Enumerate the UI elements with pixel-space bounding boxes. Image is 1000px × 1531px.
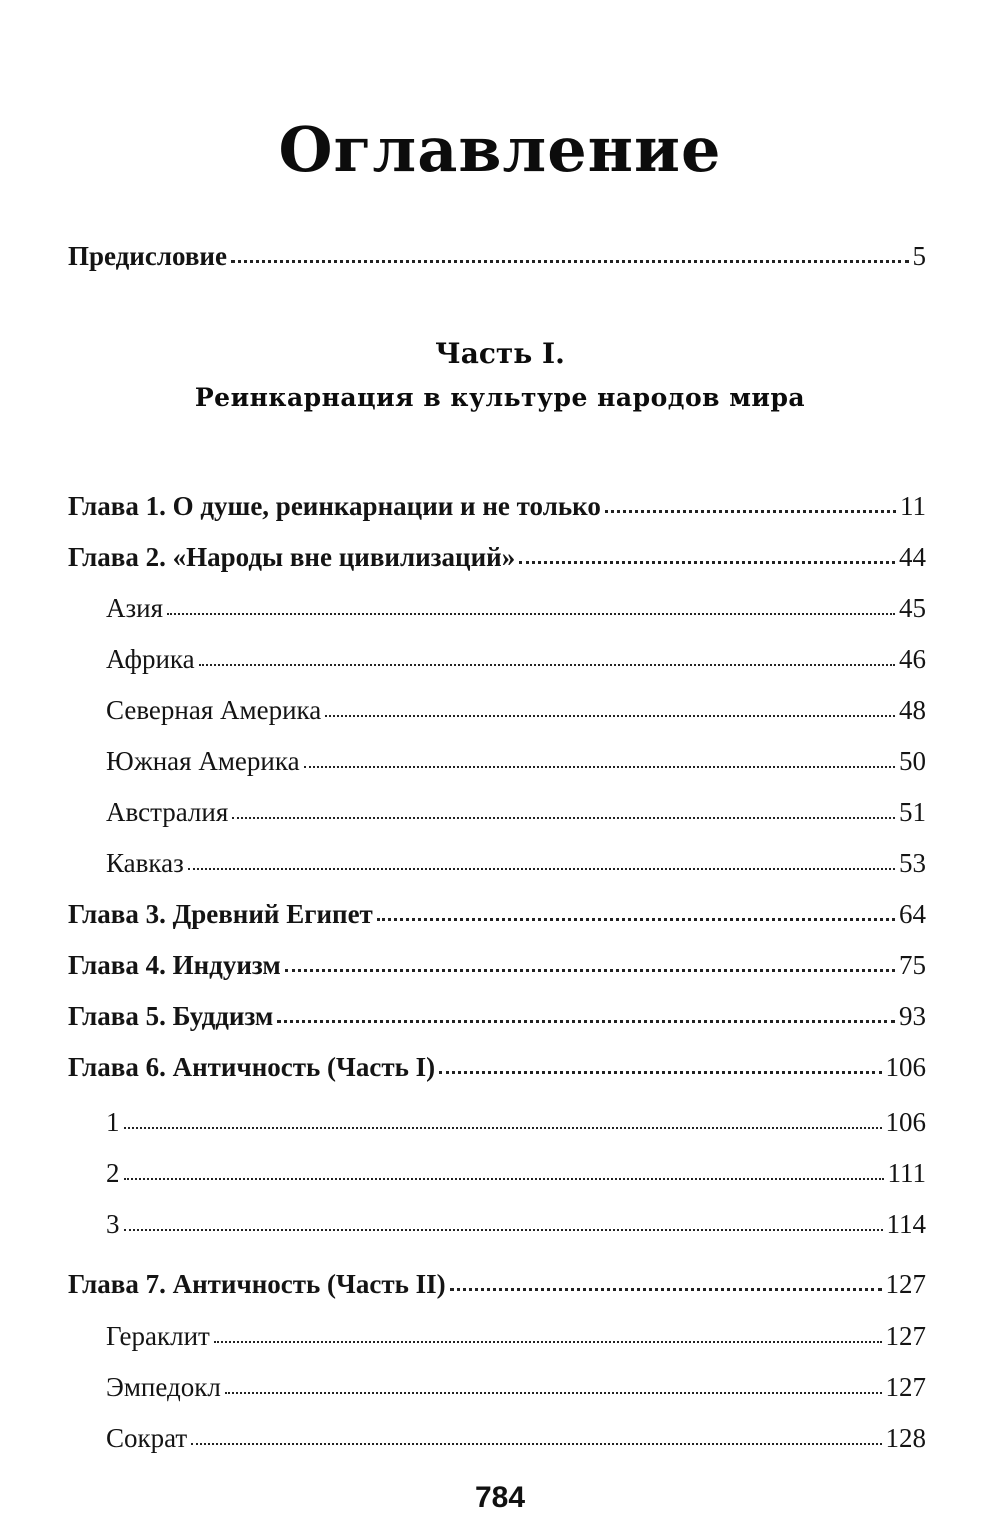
toc-entry-chapter-2[interactable] [68,537,926,577]
toc-entry-section-2[interactable] [106,1153,926,1193]
dot-leader [377,918,895,921]
toc-entry-south-america[interactable] [106,741,926,781]
toc-entry-page: 75 [899,950,926,980]
dot-leader [188,868,895,870]
toc-entry-label: Северная Америка [106,695,322,725]
dot-leader [214,1341,882,1343]
toc-entry-chapter-5[interactable] [68,996,926,1036]
toc-entry-page: 46 [899,644,926,674]
dot-leader [450,1288,882,1291]
dot-leader [325,715,895,717]
dot-leader [232,817,895,819]
toc-entry-page: 127 [885,1321,926,1351]
toc-entry-page: 51 [899,797,926,827]
toc-entry-label: Предисловие [68,241,227,271]
toc-entry-preface[interactable] [68,236,926,276]
toc-entry-chapter-3[interactable] [68,894,926,934]
toc-entry-label: Глава 4. Индуизм [68,950,281,980]
toc-entry-label: Сократ [106,1423,188,1453]
toc-entry-label: Африка [106,644,195,674]
toc-entry-label: 3 [106,1209,120,1239]
toc-entry-page: 48 [899,695,926,725]
toc-entry-asia[interactable] [106,588,926,628]
dot-leader [439,1071,881,1074]
toc-entry-page: 93 [899,1001,926,1031]
toc-entry-page: 111 [887,1158,926,1188]
toc-entry-label: Глава 3. Древний Египет [68,899,373,929]
toc-entry-page: 106 [885,1052,926,1082]
toc-entry-page: 45 [899,593,926,623]
toc-entry-label: Эмпедокл [106,1372,221,1402]
toc-entry-chapter-1[interactable] [68,486,926,526]
toc-entry-page: 50 [899,746,926,776]
dot-leader [191,1443,881,1445]
toc-entry-label: Глава 7. Античность (Часть II) [68,1269,446,1299]
toc-entry-page: 11 [900,491,926,521]
toc-entry-africa[interactable] [106,639,926,679]
toc-entry-australia[interactable] [106,792,926,832]
part-subtitle: Реинкарнация в культуре народов мира [194,383,806,412]
toc-entry-label: Кавказ [106,848,184,878]
page-title: Оглавление [278,112,722,186]
toc-entry-page: 127 [885,1372,926,1402]
toc-entry-label: Глава 6. Античность (Часть I) [68,1052,436,1082]
toc-entry-page: 127 [885,1269,926,1299]
dot-leader [304,766,895,768]
toc-entry-page: 106 [885,1107,926,1137]
toc-entry-label: Глава 1. О душе, реинкарнации и не только [68,491,601,521]
toc-entry-caucasus[interactable] [106,843,926,883]
toc-entry-label: 2 [106,1158,120,1188]
toc-entry-page: 5 [912,241,926,271]
toc-entry-section-1[interactable] [106,1102,926,1142]
dot-leader [231,260,909,263]
toc-entry-label: Азия [106,593,164,623]
dot-leader [277,1020,895,1023]
toc-entry-label: 1 [106,1107,120,1137]
toc-entry-page: 128 [885,1423,926,1453]
part-number: Часть I. [435,337,565,370]
page-number: 784 [474,1481,526,1514]
toc-entry-label: Гераклит [106,1321,210,1351]
dot-leader [124,1127,882,1129]
toc-entry-page: 53 [899,848,926,878]
dot-leader [124,1229,883,1231]
toc-entry-section-3[interactable] [106,1204,926,1244]
toc-entry-socrates[interactable] [106,1418,926,1458]
toc-entry-label: Глава 5. Буддизм [68,1001,274,1031]
toc-entry-label: Южная Америка [106,746,300,776]
dot-leader [519,561,895,564]
dot-leader [285,969,895,972]
dot-leader [199,664,895,666]
toc-entry-north-america[interactable] [106,690,926,730]
toc-entry-label: Глава 2. «Народы вне цивилизаций» [68,542,516,572]
toc-entry-chapter-4[interactable] [68,945,926,985]
dot-leader [605,510,896,513]
dot-leader [124,1178,884,1180]
toc-entry-page: 44 [899,542,926,572]
dot-leader [167,613,895,615]
toc-entry-page: 64 [899,899,926,929]
toc-entry-chapter-7[interactable] [68,1264,926,1304]
toc-entry-empedocles[interactable] [106,1367,926,1407]
toc-entry-heraclitus[interactable] [106,1316,926,1356]
toc-entry-label: Австралия [106,797,229,827]
toc-entry-page: 114 [886,1209,926,1239]
dot-leader [225,1392,882,1394]
toc-entry-chapter-6[interactable] [68,1047,926,1087]
